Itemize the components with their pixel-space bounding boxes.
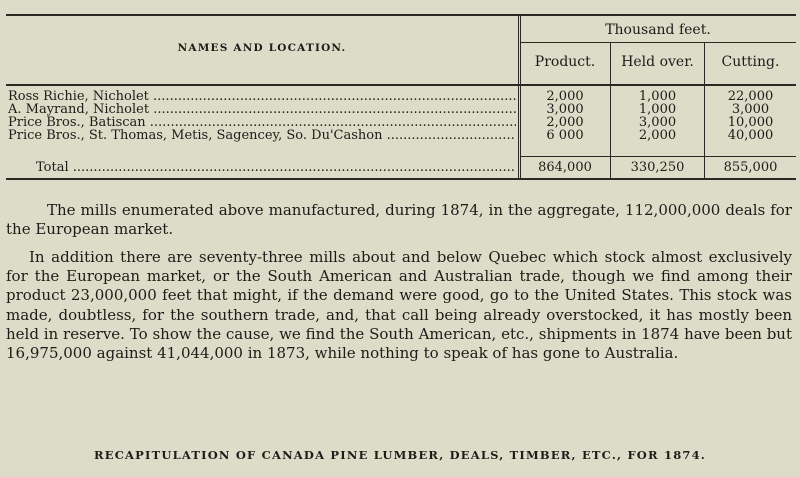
table-row-name: Price Bros., St. Thomas, Metis, Sagencey, So. Du'Cashon ..... — [8, 129, 516, 142]
group-header-rule — [520, 42, 796, 43]
cutting-column-header: Cutting. — [721, 54, 780, 70]
total-product: 864,000 — [538, 160, 592, 175]
table-cell-cutting: 22,000 — [727, 89, 774, 104]
held-over-column-header: Held over. — [621, 54, 694, 70]
table-cell-product: 2,000 — [546, 115, 584, 130]
lumber-table — [6, 14, 796, 180]
header-bottom-rule — [6, 84, 796, 86]
table-cell-cutting: 3,000 — [731, 102, 770, 117]
table-cell-product: 6 000 — [546, 128, 584, 143]
column-divider — [518, 14, 519, 180]
table-cell-held-over: 1,000 — [638, 102, 677, 117]
table-cell-held-over: 1,000 — [638, 89, 677, 104]
table-cell-product: 3,000 — [546, 102, 584, 117]
total-held-over: 330,250 — [630, 160, 685, 175]
paragraph-quebec-mills: In addition there are seventy-three mills about and below Quebec which stock almost exclusively for the European market, or the South American and Australian trade, though we find among their product 23,000,000 feet that might, if the demand were good, go to the United States. This stock was made, doubtless, for the southern trade, and, that call being already overstocked, it has mostly been held in reserve. To show the cause, we find the South American, etc., shipments in 1874 have been but 16,975,000 against 41,044,000 in 1873, while nothing to speak of has gone to Australia. — [6, 248, 792, 363]
names-location-header: NAMES AND LOCATION. — [177, 42, 347, 54]
table-row-name: A. Mayrand, Nicholet ..... — [8, 103, 516, 116]
table-cell-cutting: 40,000 — [727, 128, 774, 143]
table-top-rule — [6, 14, 796, 16]
table-cell-product: 2,000 — [546, 89, 584, 104]
table-cell-cutting: 10,000 — [727, 115, 774, 130]
table-row-name: Price Bros., Batiscan ..... — [8, 116, 516, 129]
table-bottom-rule — [6, 178, 796, 180]
paragraph-mills-aggregate: The mills enumerated above manufactured, during 1874, in the aggregate, 112,000,000 deals for the European market. — [6, 201, 792, 239]
recapitulation-caption: RECAPITULATION OF CANADA PINE LUMBER, DEALS, TIMBER, ETC., FOR 1874. — [93, 448, 707, 462]
table-row-name: Ross Richie, Nicholet ..... — [8, 90, 516, 103]
total-label: Total ..... — [36, 161, 516, 174]
product-column-header: Product. — [534, 54, 596, 70]
table-cell-held-over: 2,000 — [638, 128, 677, 143]
thousand-feet-header: Thousand feet. — [605, 22, 711, 38]
total-top-rule — [520, 156, 796, 157]
table-cell-held-over: 3,000 — [638, 115, 677, 130]
total-cutting: 855,000 — [723, 160, 778, 175]
